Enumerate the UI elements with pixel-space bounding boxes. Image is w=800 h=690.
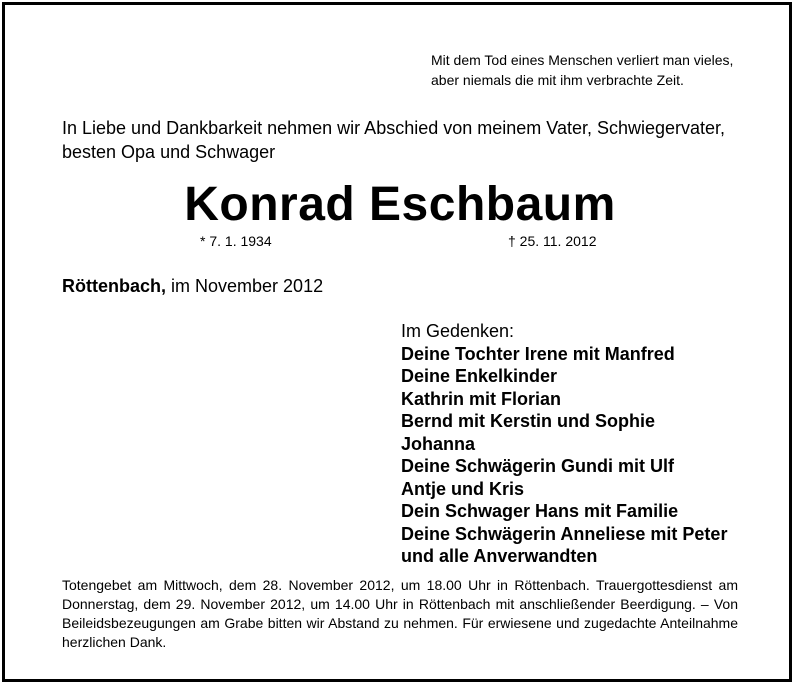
intro-line-2: besten Opa und Schwager — [62, 142, 276, 162]
mourner-entry: Deine Schwägerin Gundi mit Ulf — [401, 456, 675, 476]
motto-line-1: Mit dem Tod eines Menschen verliert man vieles, — [431, 52, 734, 68]
mourner-entry: Deine Enkelkinder — [401, 366, 558, 386]
mourners-list — [401, 320, 727, 568]
place-name: Röttenbach, — [62, 276, 167, 296]
intro-text — [62, 116, 725, 164]
place-and-date — [62, 274, 323, 298]
mourners-heading: Im Gedenken: — [401, 321, 515, 341]
mourner-entry: und alle Anverwandten — [401, 546, 598, 566]
death-date: † 25. 11. 2012 — [508, 233, 597, 249]
deceased-name: Konrad Eschbaum — [184, 178, 616, 231]
mourner-entry: Bernd mit Kerstin und Sophie — [401, 411, 656, 431]
motto-quote — [431, 50, 733, 90]
mourner-entry: Johanna — [401, 433, 476, 454]
mourner-entry: Deine Schwägerin Anneliese mit Peter — [401, 523, 728, 544]
intro-line-1: In Liebe und Dankbarkeit nehmen wir Abschied von meinem Vater, Schwiegervater, — [62, 118, 726, 138]
birth-date: * 7. 1. 1934 — [200, 233, 272, 249]
mourner-entry: Dein Schwager Hans mit Familie — [401, 501, 679, 521]
motto-line-2: aber niemals die mit ihm verbrachte Zeit. — [431, 72, 684, 88]
mourner-entry: Antje und Kris — [401, 478, 525, 499]
mourner-entry: Kathrin mit Florian — [401, 388, 562, 409]
funeral-details: Totengebet am Mittwoch, dem 28. November 2012, um 18.00 Uhr in Röttenbach. Trauergottesdienst am Donnerstag, dem 29. November 2012, um 14.00 Uhr in Röttenbach mit anschließender Beerdigung. – Von Beileidsbezeugungen am Grabe bitten wir Abstand zu nehmen. Für erwiesene und zugedachte Anteilnahme herzlichen Dank. — [62, 577, 738, 650]
mourner-entry: Deine Tochter Irene mit Manfred — [401, 343, 675, 364]
date-text: im November 2012 — [166, 276, 324, 296]
